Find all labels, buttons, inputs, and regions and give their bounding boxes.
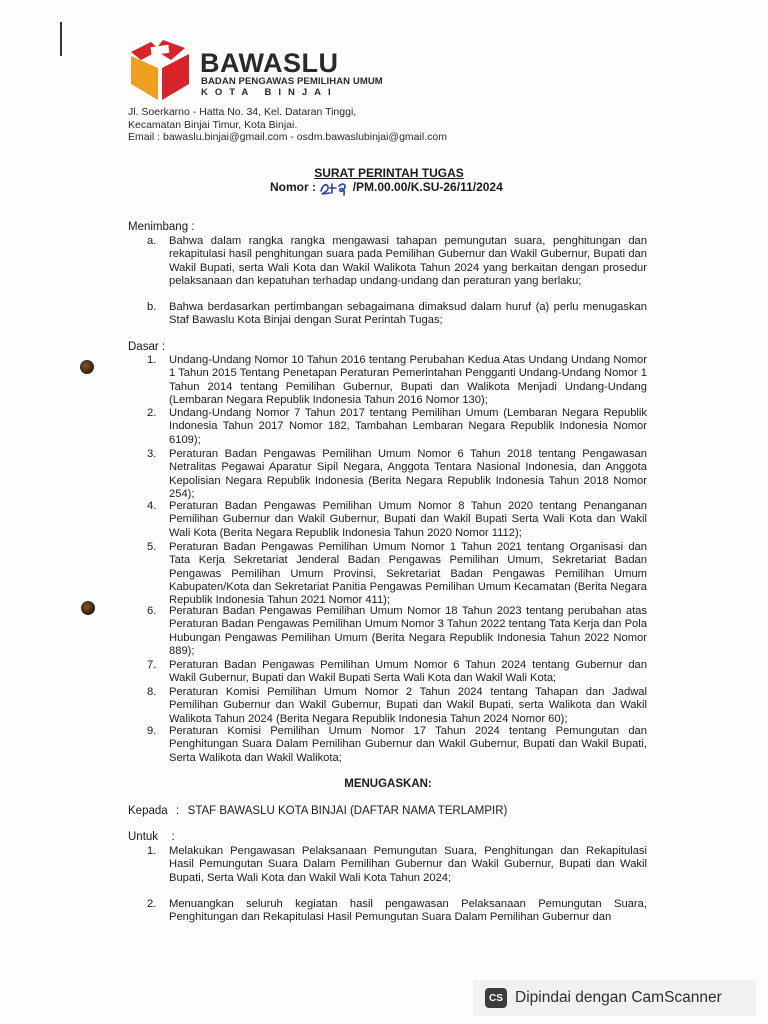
kepada-label: Kepada (128, 805, 168, 817)
item-text: Undang-Undang Nomor 10 Tahun 2016 tentang Perubahan Kedua Atas Undang Undang Nomor 1 Tahun 2015 Tentang Penetapan Peraturan Pemerintahan Pengganti Undang-Undang Nomor 1 Tahun 2014 tentang Pemilihan Gubernur, Bupati dan Walikota Menjadi Undang-Undang (Lembaran Negara Republik Indonesia Tahun 2016 Nomor 130); (169, 354, 647, 406)
item-text: Peraturan Komisi Pemilihan Umum Nomor 2 Tahun 2024 tentang Tahapan dan Jadwal Pemilihan Gubernur dan Wakil Gubernur, Bupati dan Wakil Bupati, serta Walikota dan Wakil Walikota Tahun 2024 (Berita Negara Republik Indonesia Tahun 2024 Nomor 60); (169, 686, 647, 725)
item-marker: 8. (147, 686, 157, 698)
camscanner-icon: CS (485, 988, 507, 1008)
item-text: Peraturan Badan Pengawas Pemilihan Umum Nomor 6 Tahun 2024 tentang Gubernur dan Wakil Gubernur, Bupati dan Wakil Bupati Serta Wali Kota dan Wakil Wali Kota; (169, 659, 647, 685)
document-title: SURAT PERINTAH TUGAS (314, 166, 464, 180)
bawaslu-logo-icon (127, 36, 193, 102)
number-suffix: /PM.00.00/K.SU-26/11/2024 (352, 180, 503, 195)
untuk-separator: : (171, 831, 175, 843)
punch-hole-icon (81, 601, 95, 615)
camscanner-label: Dipindai dengan CamScanner (515, 989, 722, 1006)
dasar-label: Dasar : (128, 341, 166, 353)
item-marker: 4. (147, 500, 157, 512)
item-marker: 9. (147, 725, 157, 737)
org-name: BAWASLU (200, 48, 339, 78)
item-text: Peraturan Badan Pengawas Pemilihan Umum Nomor 1 Tahun 2021 tentang Organisasi dan Tata Kerja Sekretariat Jenderal Badan Pengawas Pemilihan Umum, Sekretariat Badan Pengawas Pemilihan Umum Provinsi, Sekretariat Badan Pengawas Pemilihan Umum Kabupaten/Kota dan Sekretariat Panitia Pengawas Pemilihan Umum Kecamatan (Berita Negara Republik Indonesia Tahun 2021 Nomor 411); (169, 541, 647, 607)
item-text: Peraturan Badan Pengawas Pemilihan Umum Nomor 6 Tahun 2018 tentang Pengawasan Netralitas Pegawai Aparatur Sipil Negara, Anggota Tentara Nasional Indonesia, dan Anggota Kepolisian Negara Republik Indonesia (Berita Negara Republik Indonesia Tahun 2018 Nomor 254); (169, 448, 647, 500)
item-marker: 1. (147, 845, 157, 857)
item-marker: 7. (147, 659, 157, 671)
item-text: Bahwa berdasarkan pertimbangan sebagaimana dimaksud dalam huruf (a) perlu menugaskan Staf Bawaslu Kota Binjai dengan Surat Perintah Tugas; (169, 301, 647, 327)
number-prefix: Nomor : (270, 180, 316, 195)
address-line-2: Kecamatan Binjai Timur, Kota Binjai. (128, 119, 298, 131)
handwritten-number-icon (319, 180, 353, 196)
org-full-name: BADAN PENGAWAS PEMILIHAN UMUM (201, 76, 383, 87)
menimbang-label: Menimbang : (128, 221, 195, 233)
camscanner-badge (473, 980, 756, 1016)
org-city: KOTA BINJAI (201, 87, 338, 98)
kepada-separator: : (176, 805, 180, 817)
address-line-1: Jl. Soerkarno - Hatta No. 34, Kel. Dataran Tinggi, (128, 106, 357, 118)
untuk-row (128, 831, 188, 843)
item-text: Bahwa dalam rangka rangka mengawasi tahapan pemungutan suara, penghitungan dan rekapitulasi hasil penghitungan suara pada Pemilihan Gubernur dan Wakil Gubernur, Bupati dan Wakil Bupati, serta Wali Kota dan Wakil Walikota Tahun 2024 yang berkaitan dengan prosedur pelaksanaan dan kepatuhan terhadap undang-undang dan peraturan yang berlaku; (169, 235, 647, 287)
item-marker: 2. (147, 898, 157, 910)
item-text: Peraturan Komisi Pemilihan Umum Nomor 17 Tahun 2024 tentang Pemungutan dan Penghitungan Suara Dalam Pemilihan Gubernur dan Wakil Gubernur, Bupati dan Wakil Bupati, Serta Walikota dan Wakil Walikota; (169, 725, 647, 764)
item-marker: 3. (147, 448, 157, 460)
untuk-label: Untuk (128, 831, 159, 843)
address-line-3: Email : bawaslu.binjai@gmail.com - osdm.bawaslubinjai@gmail.com (128, 131, 447, 143)
item-text: Undang-Undang Nomor 7 Tahun 2017 tentang Pemilihan Umum (Lembaran Negara Republik Indonesia Tahun 2017 Nomor 182, Tambahan Lembaran Negara Republik Indonesia Nomor 6109); (169, 407, 647, 446)
item-marker: 6. (147, 605, 157, 617)
kepada-row (128, 805, 507, 817)
document-number (270, 180, 503, 196)
item-marker: 5. (147, 541, 157, 553)
kepada-value: STAF BAWASLU KOTA BINJAI (DAFTAR NAMA TERLAMPIR) (187, 805, 508, 817)
item-marker: b. (147, 301, 157, 313)
item-text: Peraturan Badan Pengawas Pemilihan Umum Nomor 8 Tahun 2020 tentang Penanganan Pemilihan Gubernur dan Wakil Gubernur, Bupati dan Wakil Bupati Serta Wali Kota dan Wakil Wali Kota (Berita Negara Republik Indonesia Tahun 2020 Nomor 1112); (169, 500, 647, 539)
item-marker: 1. (147, 354, 157, 366)
punch-hole-icon (80, 360, 94, 374)
item-text: Melakukan Pengawasan Pelaksanaan Pemungutan Suara, Penghitungan dan Rekapitulasi Hasil Pemungutan Suara Dalam Pemilihan Gubernur dan Wakil Gubernur, Bupati dan Wakil Bupati, Serta Wali Kota dan Wakil Wali Kota Tahun 2024; (169, 845, 647, 884)
item-marker: 2. (147, 407, 157, 419)
item-text: Peraturan Badan Pengawas Pemilihan Umum Nomor 18 Tahun 2023 tentang perubahan atas Peraturan Badan Pengawas Pemilihan Umum Nomor 3 Tahun 2022 tentang Tata Kerja dan Pola Hubungan Pengawas Pemilihan Umum (Berita Negara Republik Indonesia Tahun 2022 Nomor 889); (169, 605, 647, 657)
item-marker: a. (147, 235, 157, 247)
menugaskan-heading: MENUGASKAN: (344, 778, 432, 790)
page-edge-mark (60, 22, 62, 56)
item-text: Menuangkan seluruh kegiatan hasil pengawasan Pelaksanaan Pemungutan Suara, Penghitungan dan Rekapitulasi Hasil Pemungutan Suara Dalam Pemilihan Gubernur dan (169, 898, 647, 924)
